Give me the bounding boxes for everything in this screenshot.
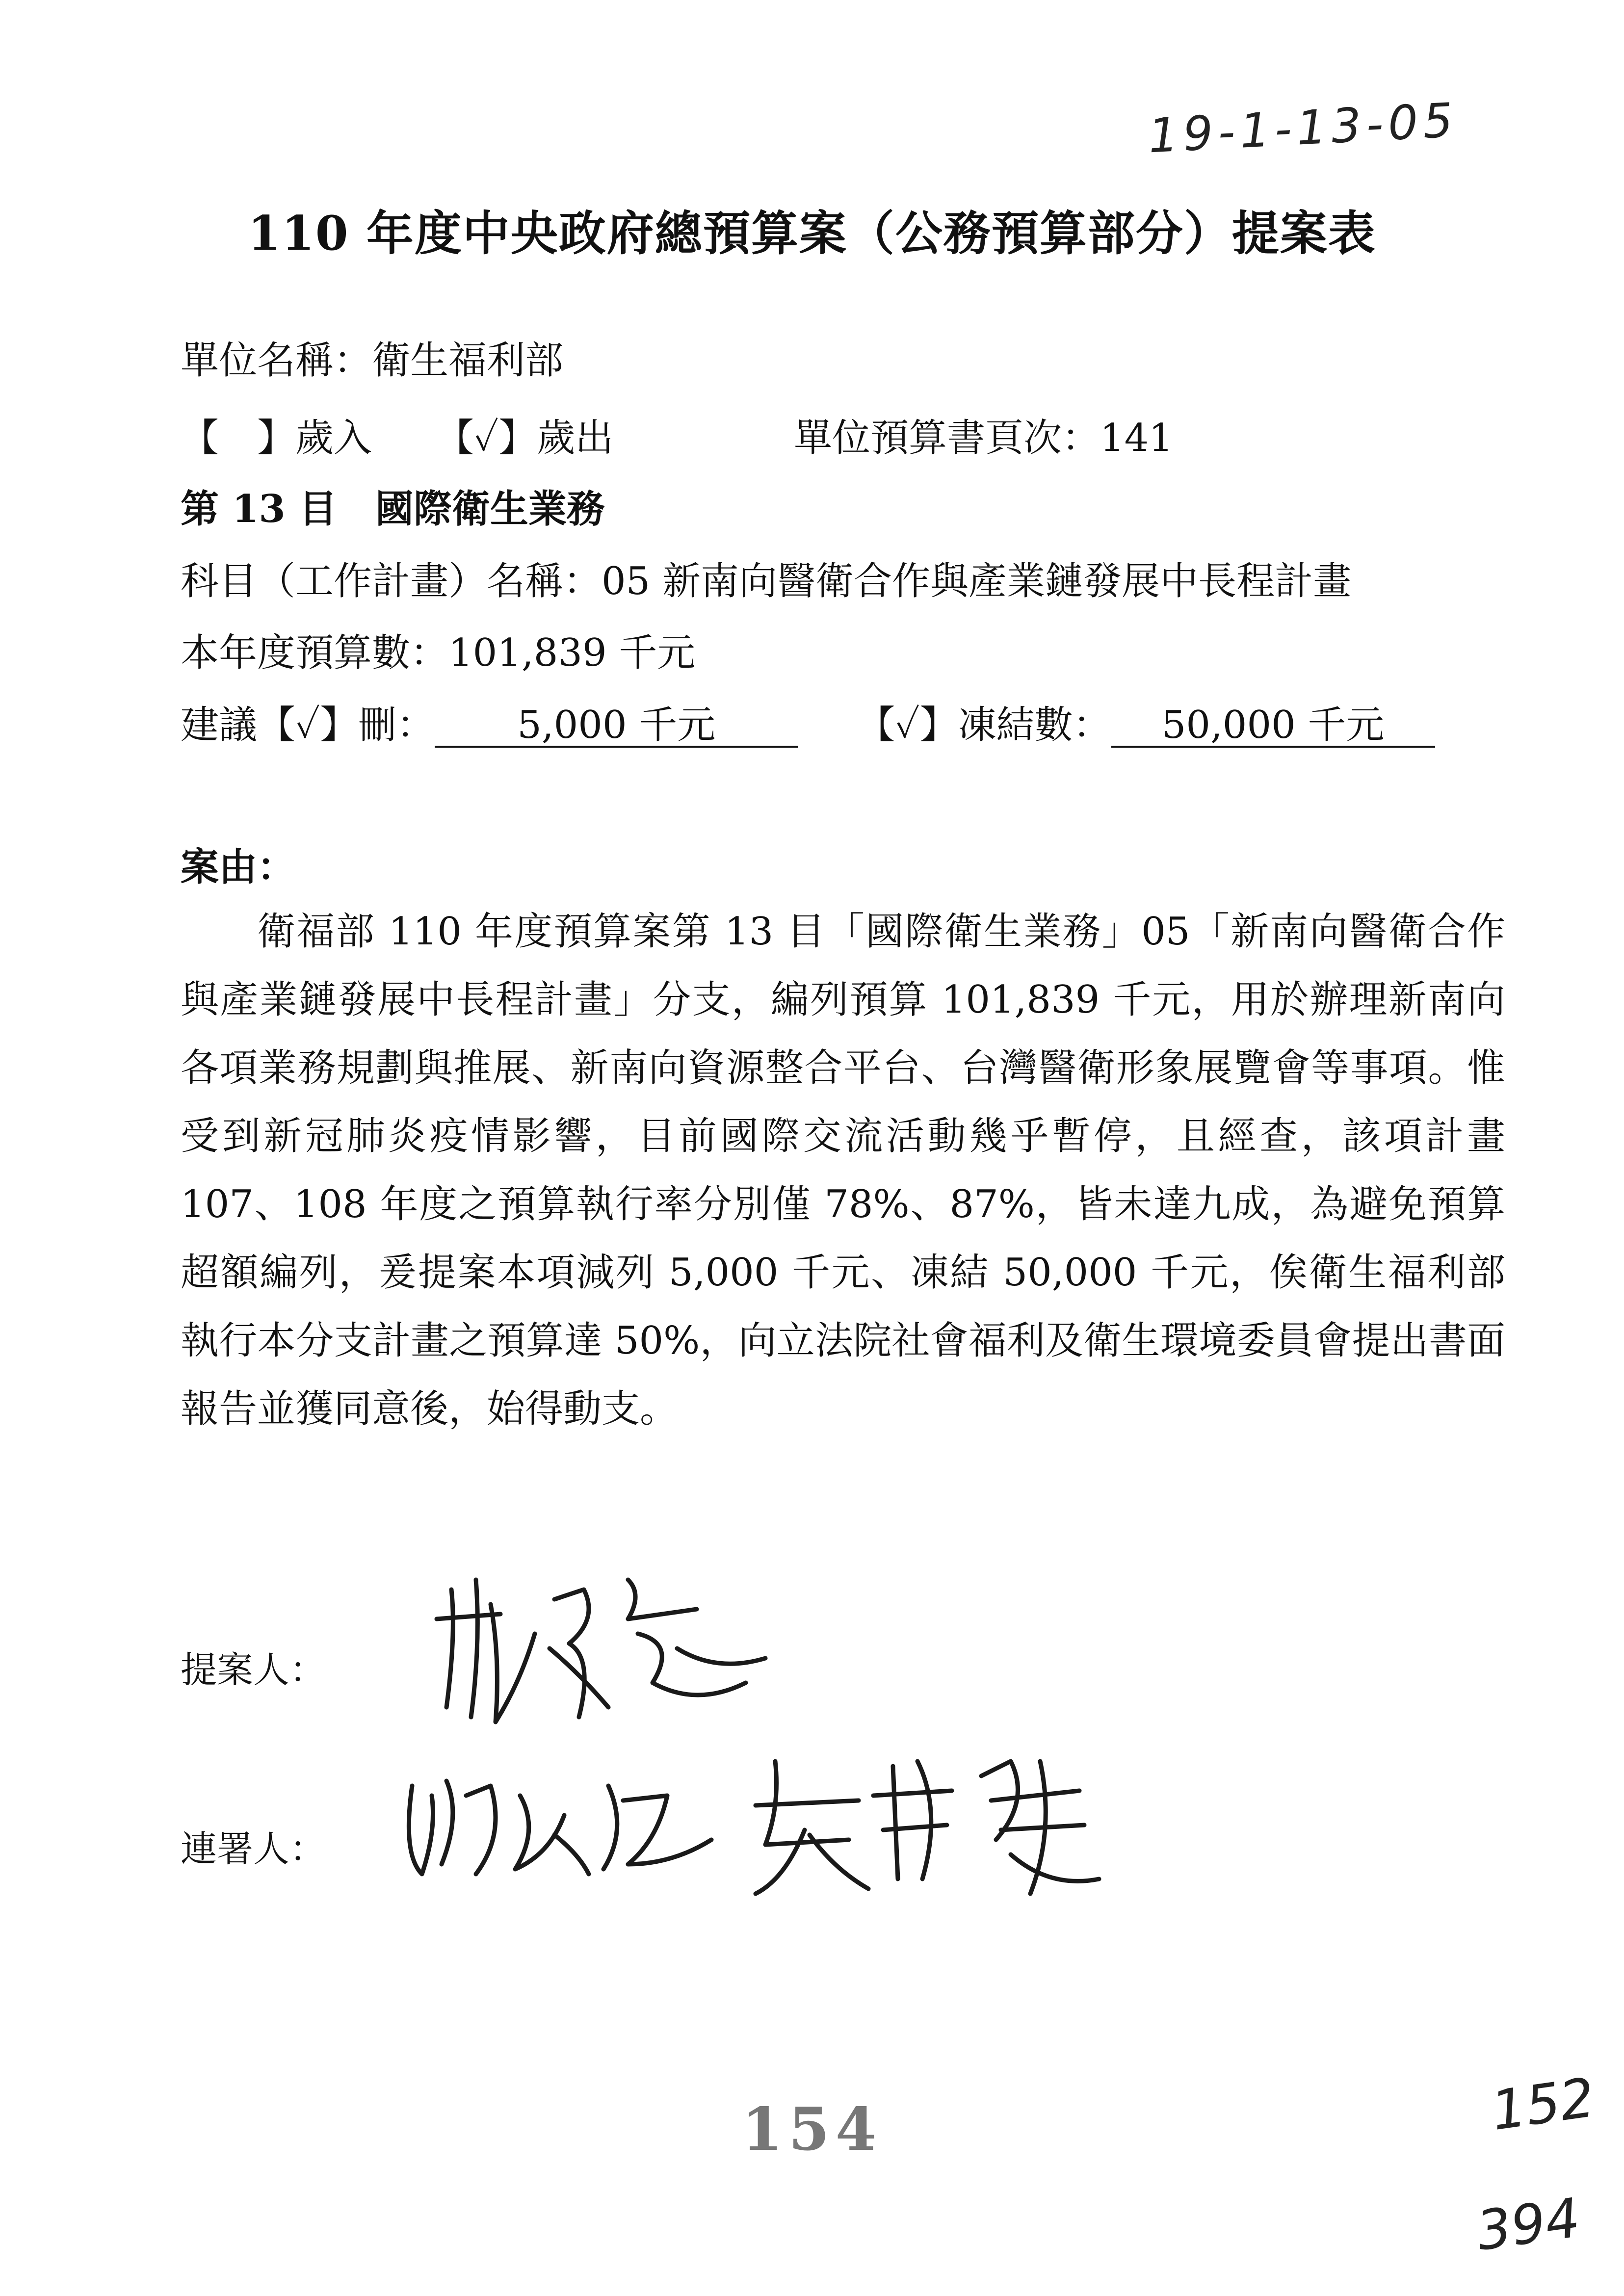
cosigner-signature-2 [736, 1732, 1119, 1908]
plan-line [181, 550, 1351, 605]
cosigner-signature-1 [393, 1756, 736, 1904]
document-id-handwritten: 19-1-13-05 [1147, 92, 1459, 164]
budget-book-page-label: 單位預算書頁次： [794, 416, 1100, 460]
unit-line [181, 330, 563, 385]
freeze-amount: 50,000 千元 [1111, 705, 1435, 748]
proposer-signature [422, 1560, 795, 1737]
budget-line [181, 622, 695, 677]
reason-heading: 案由： [181, 845, 296, 889]
plan-name: 05 新南向醫衛合作與產業鏈發展中長程計畫 [602, 559, 1352, 603]
handwritten-page-note-2: 394 [1473, 2186, 1584, 2263]
plan-label: 科目（工作計畫）名稱： [181, 559, 602, 603]
page-title: 110 年度中央政府總預算案（公務預算部分）提案表 [248, 206, 1376, 261]
unit-label: 單位名稱： [181, 339, 372, 383]
item-title: 第 13 目 國際衛生業務 [181, 487, 605, 531]
handwritten-page-note-1: 152 [1488, 2066, 1598, 2142]
budget-book-page: 141 [1100, 416, 1173, 460]
revenue-checkbox-label: 【 】歲入 [181, 416, 372, 460]
revenue-expenditure-line [181, 407, 1173, 462]
freeze-label: 【✓】凍結數： [857, 703, 1111, 747]
expenditure-checkbox-label: 【✓】歲出 [436, 416, 614, 460]
budget-amount: 101,839 千元 [448, 631, 696, 675]
cosigner-label: 連署人： [181, 1828, 326, 1870]
budget-label: 本年度預算數： [181, 631, 449, 675]
page-number: 154 [741, 2095, 883, 2164]
proposal-line [181, 694, 1435, 749]
proposer-label: 提案人： [181, 1649, 326, 1691]
delete-amount: 5,000 千元 [435, 705, 798, 748]
delete-proposal-label: 建議【✓】刪： [181, 703, 435, 747]
reason-body: 衛福部 110 年度預算案第 13 目「國際衛生業務」05「新南向醫衛合作與產業鏈發展中長程計畫」分支，編列預算 101,839 千元，用於辦理新南向各項業務規劃與推展、新南向資源整合平台、台灣醫衛形象展覽會等事項。惟受到新冠肺炎疫情影響，目前國際交流活動幾乎暫停，且經查，該項計畫 107、108 年度之預算執行率分別僅 78%、87%，皆未達九成，為避免預算超額編列，爰提案本項減列 5,000 千元、凍結 50,000 千元，俟衛生福利部執行本分支計畫之預算達 50%，向立法院社會福利及衛生環境委員會提出書面報告並獲同意後，始得動支。 [181, 910, 1505, 1431]
unit-name: 衛生福利部 [372, 339, 564, 383]
